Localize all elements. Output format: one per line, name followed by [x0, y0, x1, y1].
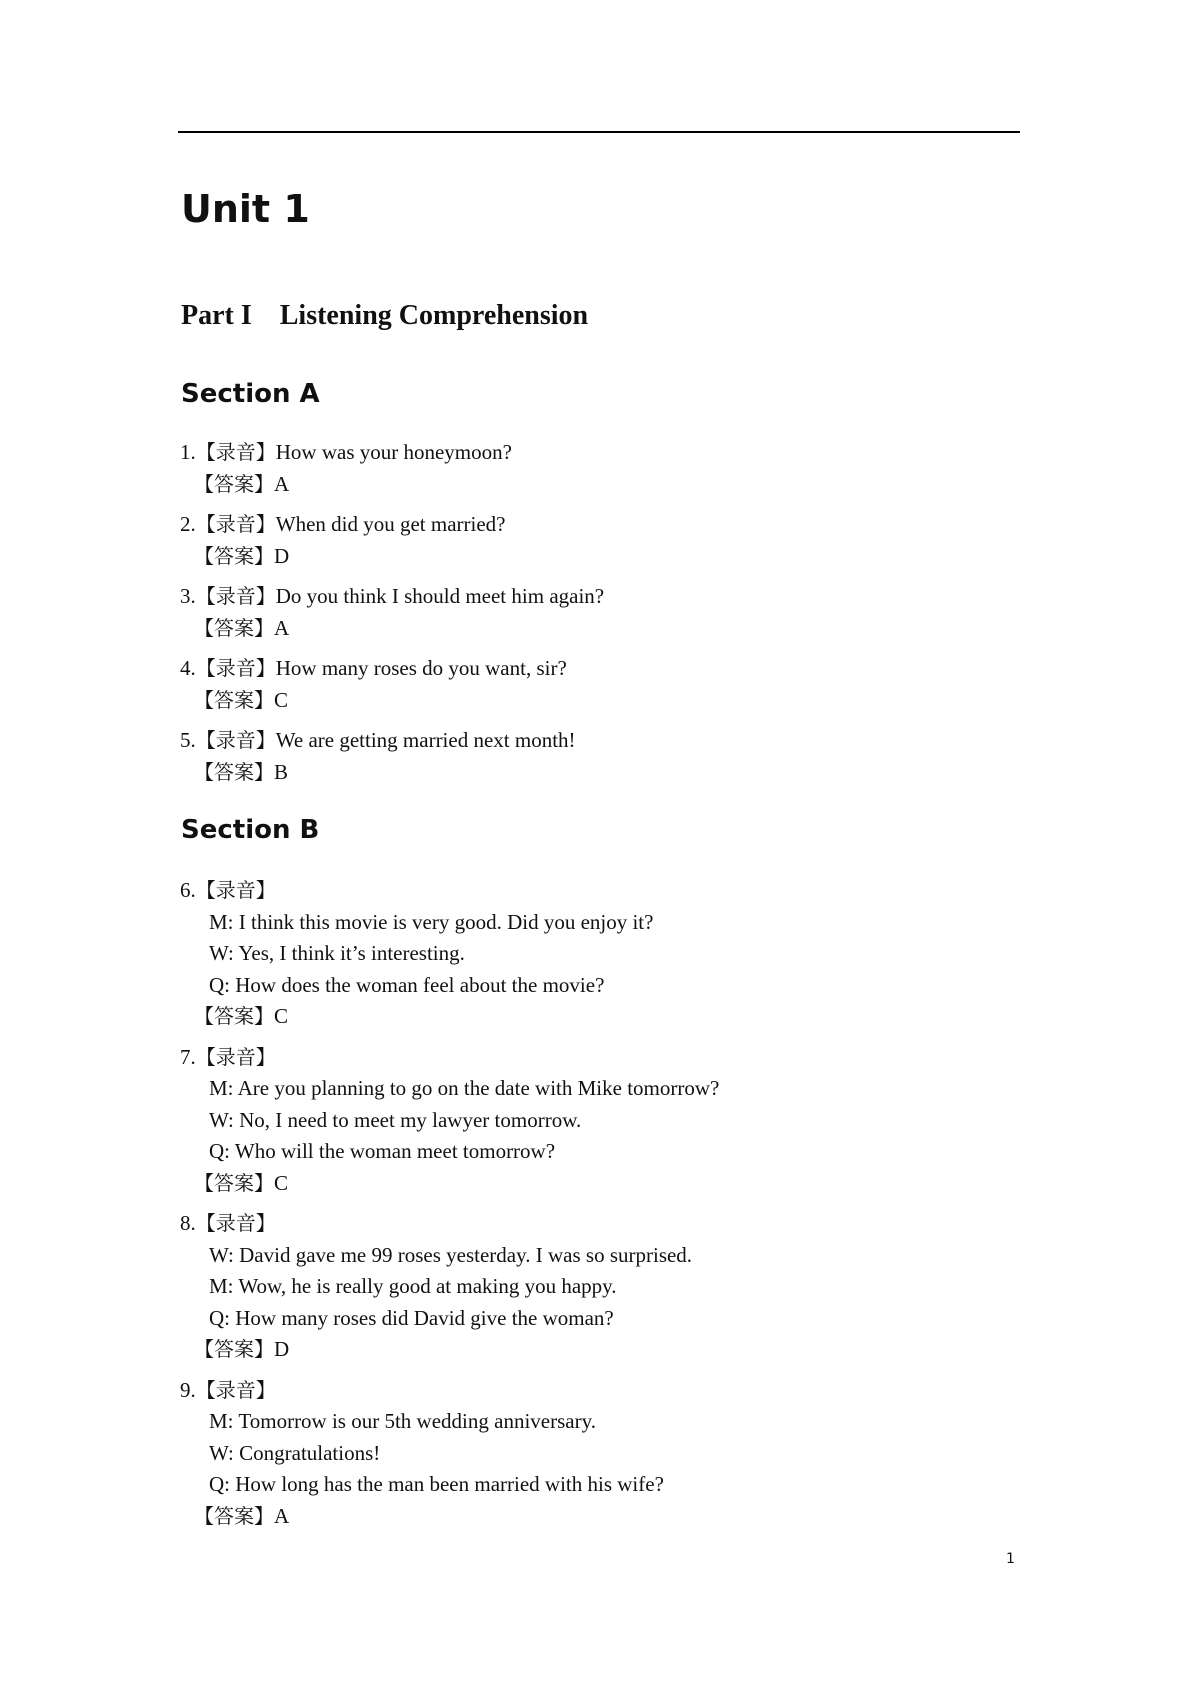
answer-tag: 【答案】: [194, 1170, 274, 1195]
answer-value: D: [274, 543, 290, 568]
question-number: 5.: [180, 728, 196, 752]
question-line: Q: How many roses did David give the woman?: [209, 1305, 614, 1330]
section-a-title: Section A: [181, 379, 320, 409]
recording-line: [180, 1042, 719, 1074]
dialog-line: M: Are you planning to go on the date with Mike tomorrow?: [209, 1076, 720, 1100]
section-a-questions: [180, 437, 604, 797]
answer-tag: 【答案】: [194, 543, 274, 568]
answer-tag: 【答案】: [194, 759, 274, 784]
question-line: Q: How long has the man been married with his wife?: [209, 1472, 664, 1496]
question-number: 2.: [180, 512, 196, 536]
dialog-line: W: David gave me 99 roses yesterday. I was so surprised.: [209, 1242, 693, 1267]
question-number: 1.: [180, 440, 196, 464]
dialog-line: M: Wow, he is really good at making you happy.: [209, 1274, 617, 1298]
question-number: 7.: [180, 1044, 196, 1069]
question-item: [180, 437, 604, 500]
answer-value: C: [274, 1170, 289, 1195]
recording-tag: 【录音】: [195, 512, 276, 536]
question-line: Q: How does the woman feel about the movie?: [209, 972, 605, 997]
dialog-line: M: Tomorrow is our 5th wedding anniversary.: [209, 1409, 596, 1433]
recording-tag: 【录音】: [195, 1211, 276, 1235]
question-number: 3.: [180, 584, 196, 608]
recording-line: [180, 1208, 719, 1240]
question-number: 4.: [180, 656, 196, 680]
part-title: Part I Listening Comprehension: [181, 300, 589, 331]
page-number: 1: [1006, 1551, 1015, 1567]
dialog-line: W: No, I need to meet my lawyer tomorrow.: [209, 1107, 582, 1132]
answer-line: [180, 757, 604, 789]
answer-value: A: [274, 615, 290, 640]
recording-tag: 【录音】: [195, 656, 276, 680]
recording-text: Do you think I should meet him again?: [275, 584, 605, 608]
recording-tag: 【录音】: [195, 1377, 276, 1402]
header-rule: [178, 131, 1020, 133]
answer-tag: 【答案】: [194, 615, 274, 640]
answer-value: D: [274, 1337, 290, 1361]
recording-text: How many roses do you want, sir?: [275, 656, 567, 680]
recording-line: [180, 437, 604, 469]
question-number: 8.: [180, 1211, 196, 1235]
question-item: [180, 725, 604, 788]
question-item: [180, 1208, 719, 1366]
answer-line: [180, 1001, 719, 1033]
question-number: 6.: [180, 878, 196, 902]
answer-value: B: [274, 759, 289, 784]
answer-tag: 【答案】: [194, 687, 274, 712]
recording-text: How was your honeymoon?: [275, 440, 512, 464]
recording-line: [180, 1375, 719, 1407]
recording-tag: 【录音】: [195, 878, 276, 902]
answer-line: [180, 1334, 719, 1366]
recording-line: [180, 581, 604, 613]
dialog-line: M: I think this movie is very good. Did you enjoy it?: [209, 909, 654, 934]
answer-line: [180, 613, 604, 645]
question-line: Q: Who will the woman meet tomorrow?: [209, 1139, 556, 1163]
answer-line: [180, 1501, 719, 1533]
recording-line: [180, 653, 604, 685]
section-b-questions: [180, 875, 719, 1541]
question-item: [180, 509, 604, 572]
question-number: 9.: [180, 1377, 196, 1402]
recording-tag: 【录音】: [195, 728, 276, 752]
unit-title: Unit 1: [181, 187, 310, 231]
answer-line: [180, 541, 604, 573]
question-item: [180, 875, 719, 1033]
answer-value: A: [274, 471, 290, 496]
answer-tag: 【答案】: [194, 471, 274, 496]
recording-text: When did you get married?: [275, 512, 506, 536]
recording-text: We are getting married next month!: [275, 728, 576, 752]
question-item: [180, 1375, 719, 1533]
answer-tag: 【答案】: [194, 1004, 274, 1028]
answer-tag: 【答案】: [194, 1337, 274, 1361]
answer-value: C: [274, 1004, 289, 1028]
answer-line: [180, 469, 604, 501]
recording-line: [180, 875, 719, 907]
answer-tag: 【答案】: [194, 1503, 274, 1528]
question-item: [180, 653, 604, 716]
recording-tag: 【录音】: [195, 584, 276, 608]
section-b-title: Section B: [181, 815, 320, 845]
question-item: [180, 581, 604, 644]
recording-tag: 【录音】: [195, 440, 276, 464]
answer-line: [180, 685, 604, 717]
recording-line: [180, 725, 604, 757]
answer-value: A: [274, 1503, 290, 1528]
dialog-line: W: Yes, I think it’s interesting.: [209, 941, 465, 965]
dialog-line: W: Congratulations!: [209, 1440, 381, 1465]
answer-line: [180, 1168, 719, 1200]
answer-value: C: [274, 687, 289, 712]
recording-tag: 【录音】: [195, 1044, 276, 1069]
recording-line: [180, 509, 604, 541]
question-item: [180, 1042, 719, 1200]
